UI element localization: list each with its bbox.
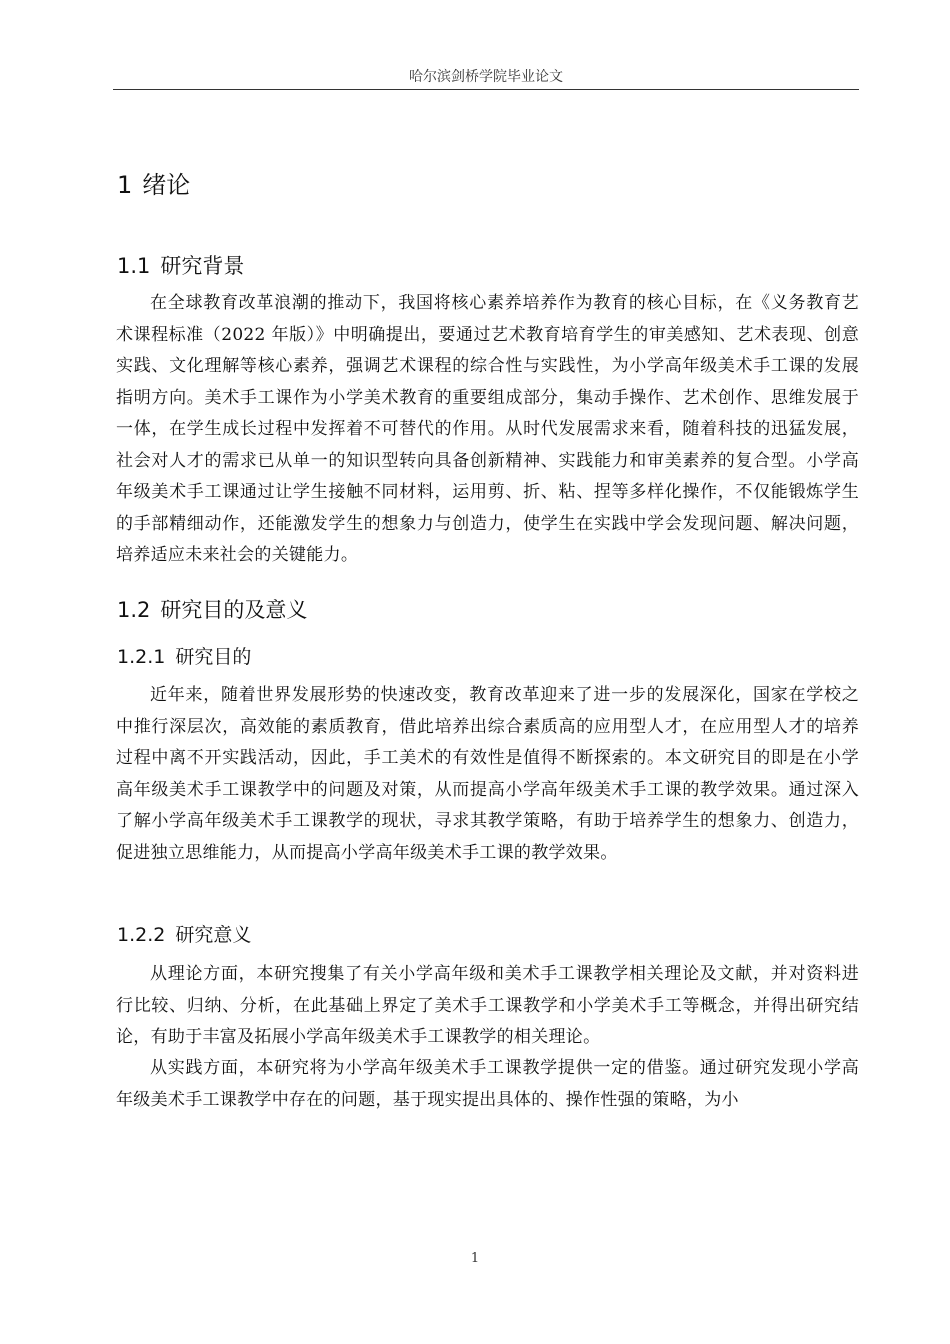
paragraph-theoretical-significance: 从理论方面，本研究搜集了有关小学高年级和美术手工课教学相关理论及文献，并对资料进行比较、归纳、分析，在此基础上界定了美术手工课教学和小学美术手工等概念，并得出研究结论，有助于丰富及拓展小学高年级美术手工课教学的相关理论。: [116, 964, 859, 1047]
section-number: 1.1: [117, 254, 151, 278]
section-title: 研究背景: [160, 254, 245, 278]
section-heading-1-1: [117, 250, 244, 280]
subsection-title: 研究意义: [175, 924, 252, 946]
chapter-heading: [117, 165, 190, 200]
page-number: 1: [470, 1251, 480, 1266]
paragraph-practical-significance: 从实践方面，本研究将为小学高年级美术手工课教学提供一定的借鉴。通过研究发现小学高年级美术手工课教学中存在的问题，基于现实提出具体的、操作性强的策略，为小: [116, 1058, 859, 1110]
paragraph-research-background: 在全球教育改革浪潮的推动下，我国将核心素养培养作为教育的核心目标，在《义务教育艺术课程标准（2022 年版）》中明确提出，要通过艺术教育培育学生的审美感知、艺术表现、创意实践、文化理解等核心素养，强调艺术课程的综合性与实践性，为小学高年级美术手工课的发展指明方向。美术手工课作为小学美术教育的重要组成部分，集动手操作、艺术创作、思维发展于一体，在学生成长过程中发挥着不可替代的作用。从时代发展需求来看，随着科技的迅猛发展，社会对人才的需求已从单一的知识型转向具备创新精神、实践能力和审美素养的复合型。小学高年级美术手工课通过让学生接触不同材料，运用剪、折、粘、捏等多样化操作，不仅能锻炼学生的手部精细动作，还能激发学生的想象力与创造力，使学生在实践中学会发现问题、解决问题，培养适应未来社会的关键能力。: [116, 293, 859, 565]
paragraph-research-purpose: 近年来，随着世界发展形势的快速改变，教育改革迎来了进一步的发展深化，国家在学校之中推行深层次，高效能的素质教育，借此培养出综合素质高的应用型人才，在应用型人才的培养过程中离不开实践活动，因此，手工美术的有效性是值得不断探索的。本文研究目的即是在小学高年级美术手工课教学中的问题及对策，从而提高小学高年级美术手工课的教学效果。通过深入了解小学高年级美术手工课教学的现状，寻求其教学策略，有助于培养学生的想象力、创造力，促进独立思维能力，从而提高小学高年级美术手工课的教学效果。: [116, 685, 859, 863]
subsection-title: 研究目的: [175, 646, 252, 668]
subsection-number: 1.2.1: [117, 646, 166, 668]
section-heading-1-2: [117, 594, 307, 624]
subsection-number: 1.2.2: [117, 924, 166, 946]
chapter-title: 绪论: [142, 171, 191, 199]
chapter-number: 1: [117, 171, 133, 199]
running-header: 哈尔滨剑桥学院毕业论文: [409, 69, 563, 85]
header-rule: [113, 89, 859, 90]
section-title: 研究目的及意义: [160, 598, 308, 622]
subsection-heading-1-2-2: [117, 920, 251, 947]
section-number: 1.2: [117, 598, 151, 622]
subsection-heading-1-2-1: [117, 642, 251, 669]
